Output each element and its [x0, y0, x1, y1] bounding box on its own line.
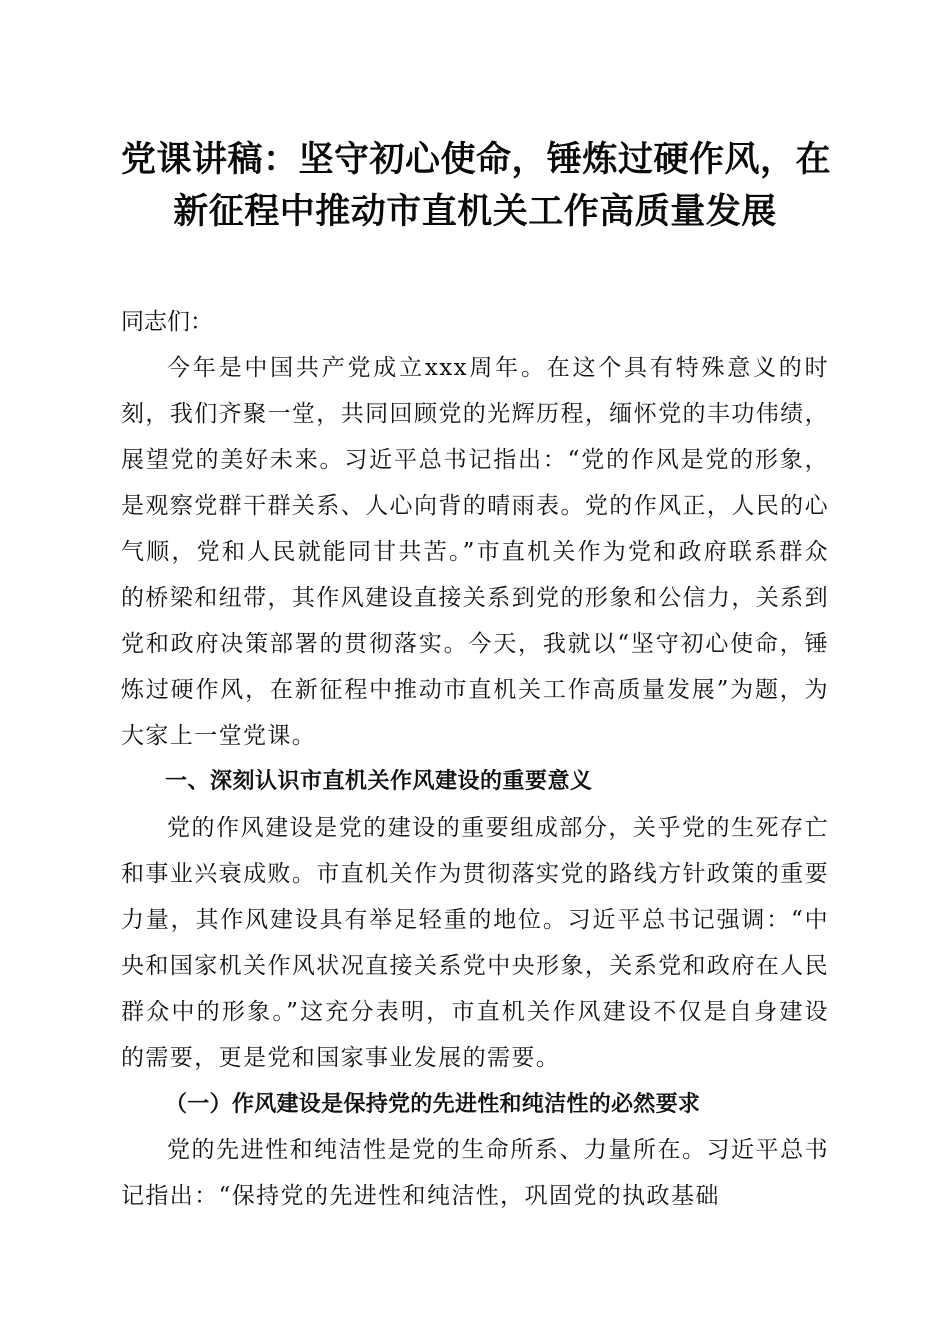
document-title-line-2: 新征程中推动市直机关工作高质量发展 [173, 192, 777, 232]
subsection-1-paragraph: 党的先进性和纯洁性是党的生命所系、力量所在。习近平总书记指出：“保持党的先进性和纯洁性，巩固党的执政基础 [121, 1137, 829, 1209]
salutation: 同志们： [121, 309, 213, 335]
subsection-heading-1: （一）作风建设是保持党的先进性和纯洁性的必然要求 [165, 1091, 701, 1117]
document-body [121, 299, 829, 1219]
section-1-paragraph: 党的作风建设是党的建设的重要组成部分，关乎党的生死存亡和事业兴衰成败。市直机关作为贯彻落实党的路线方针政策的重要力量，其作风建设具有举足轻重的地位。习近平总书记强调：“中央和国家机关作风状况直接关系党中央形象，关系党和政府在人民群众中的形象。”这充分表明，市直机关作风建设不仅是自身建设的需要，更是党和国家事业发展的需要。 [121, 815, 829, 1071]
section-heading-1: 一、深刻认识市直机关作风建设的重要意义 [165, 769, 593, 794]
document-title-line-1: 党课讲稿：坚守初心使命，锤炼过硬作风，在 [121, 140, 832, 180]
intro-paragraph: 今年是中国共产党成立xxx周年。在这个具有特殊意义的时刻，我们齐聚一堂，共同回顾党的光辉历程，缅怀党的丰功伟绩，展望党的美好未来。习近平总书记指出：“党的作风是党的形象，是观察党群干群关系、人心向背的晴雨表。党的作风正，人民的心气顺，党和人民就能同甘共苦。”市直机关作为党和政府联系群众的桥梁和纽带，其作风建设直接关系到党的形象和公信力，关系到党和政府决策部署的贯彻落实。今天，我就以“坚守初心使命，锤炼过硬作风，在新征程中推动市直机关工作高质量发展”为题，为大家上一堂党课。 [121, 355, 829, 749]
document-title [121, 134, 832, 238]
